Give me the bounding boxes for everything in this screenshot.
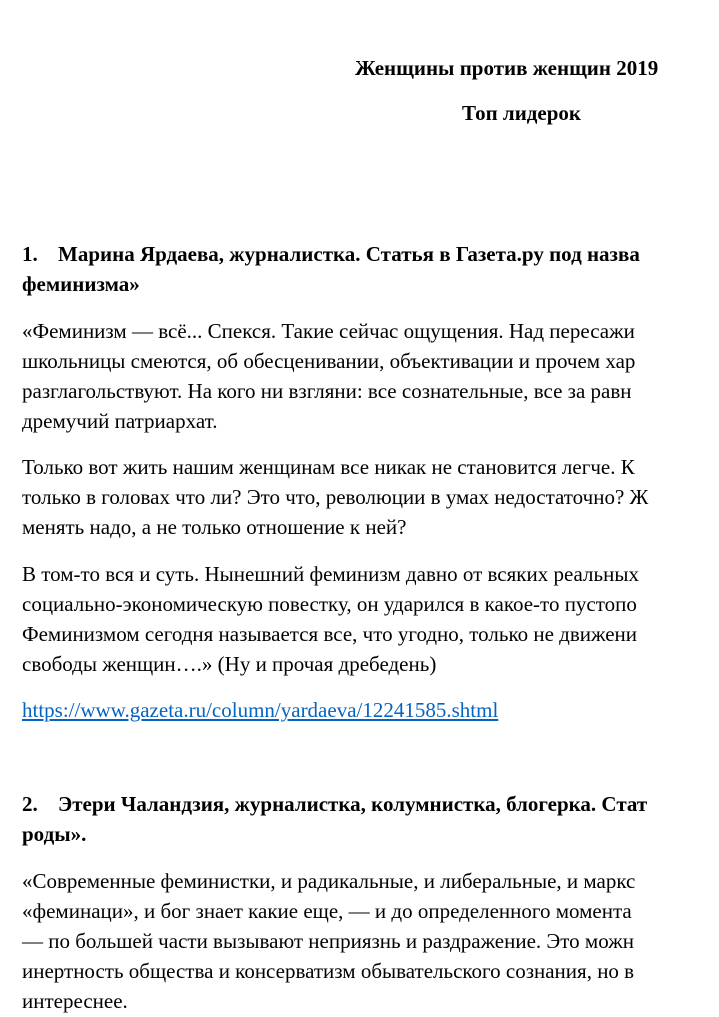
paragraph-line: интереснее.: [22, 989, 128, 1013]
paragraph-line: В том-то вся и суть. Нынешний феминизм давно от всяких реальных: [22, 562, 639, 586]
section-1-heading-text: Марина Ярдаева, журналистка. Статья в Газета.ру под назва: [58, 242, 640, 266]
paragraph-line: Только вот жить нашим женщинам все никак не становится легче. К: [22, 455, 635, 479]
section-2-heading-text: Этери Чаландзия, журналистка, колумнистка, блогерка. Стат: [58, 792, 648, 816]
paragraph-line: «Современные феминистки, и радикальные, и либеральные, и маркс: [22, 869, 636, 893]
source-link[interactable]: https://www.gazeta.ru/column/yardaeva/12241585.shtml: [22, 698, 499, 722]
document-subtitle: Топ лидерок: [462, 101, 582, 125]
paragraph-line: менять надо, а не только отношение к ней?: [22, 515, 407, 539]
paragraph-line: разглагольствуют. На кого ни взгляни: все сознательные, все за равн: [22, 379, 632, 403]
section-2-heading: [22, 791, 647, 817]
paragraph-line: «феминаци», и бог знает какие еще, — и до определенного момента: [22, 899, 632, 923]
paragraph-line: инертность общества и консерватизм обывательского сознания, но в: [22, 959, 635, 983]
paragraph-line: — по большей части вызывают неприязнь и раздражение. Это можн: [22, 929, 634, 953]
source-link-container: [22, 697, 498, 723]
paragraph-line: свободы женщин….» (Ну и прочая дребедень): [22, 652, 437, 676]
paragraph-line: только в головах что ли? Это что, революции в умах недостаточно? Ж: [22, 485, 649, 509]
section-1-heading-continued: феминизма»: [22, 272, 140, 296]
paragraph-line: «Феминизм — всё... Спекся. Такие сейчас ощущения. Над пересажи: [22, 319, 635, 343]
paragraph-line: школьницы смеются, об обесценивании, объективации и прочем хар: [22, 349, 636, 373]
section-1-number: 1.: [22, 242, 38, 266]
section-2-number: 2.: [22, 792, 38, 816]
paragraph-line: дремучий патриархат.: [22, 409, 218, 433]
paragraph-line: Феминизмом сегодня называется все, что угодно, только не движени: [22, 622, 638, 646]
section-1-heading: [22, 241, 640, 267]
paragraph-line: социально-экономическую повестку, он ударился в какое-то пустопо: [22, 592, 637, 616]
document-title: Женщины против женщин 2019: [355, 56, 659, 80]
section-2-heading-continued: роды».: [22, 822, 87, 846]
